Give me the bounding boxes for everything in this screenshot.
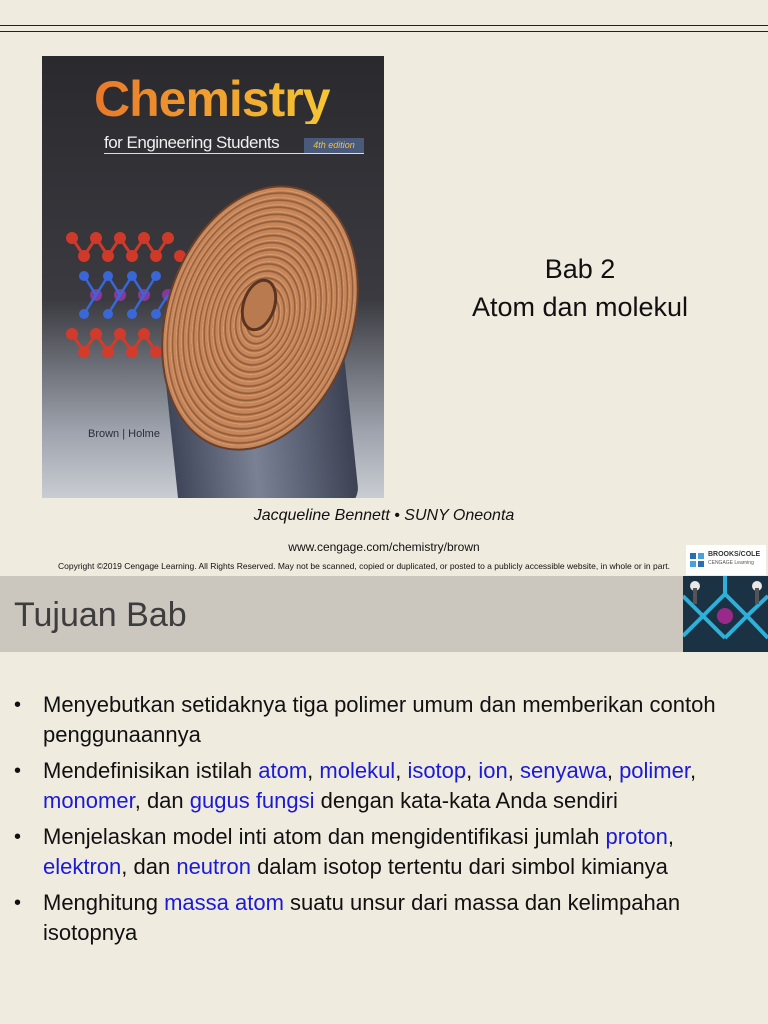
term-elektron: elektron	[43, 854, 122, 879]
website-link[interactable]: www.cengage.com/chemistry/brown	[288, 540, 480, 554]
publisher-mark-icon	[689, 552, 705, 568]
top-rule-inner	[0, 31, 768, 32]
objective-item: • Menjelaskan model inti atom dan mengidentifikasi jumlah proton, elektron, dan neutron dalam isotop tertentu dari simbol kimianya	[14, 822, 754, 882]
objectives-list	[14, 690, 754, 954]
chapter-title: Atom dan molekul	[471, 292, 689, 322]
objective-item: • Menghitung massa atom suatu unsur dari massa dan kelimpahan isotopnya	[14, 888, 754, 948]
molecule-illustration	[683, 576, 768, 652]
presenter-credit: Jacqueline Bennett • SUNY Oneonta	[253, 507, 515, 524]
objective-item: • Mendefinisikan istilah atom, molekul, isotop, ion, senyawa, polimer, monomer, dan gugus fungsi dengan kata-kata Anda sendiri	[14, 756, 754, 816]
publisher-name: BROOKS/COLE	[708, 551, 761, 558]
term-polimer: polimer	[619, 758, 690, 783]
publisher-subname: CENGAGE Learning	[708, 560, 754, 566]
term-massa-atom: massa atom	[164, 890, 284, 915]
publisher-logo	[686, 545, 766, 575]
cover-subtitle: for Engineering Students	[104, 133, 280, 152]
term-monomer: monomer	[43, 788, 135, 813]
term-gugus-fungsi: gugus fungsi	[189, 788, 315, 813]
cover-title: Chemistry	[94, 71, 330, 127]
copyright-notice: Copyright ©2019 Cengage Learning. All Rights Reserved. May not be scanned, copied or duplicated, or posted to a publicly accessible website, in whole or in part.	[58, 561, 671, 571]
top-rule	[0, 25, 768, 26]
term-proton: proton	[605, 824, 668, 849]
book-cover	[42, 56, 384, 498]
term-neutron: neutron	[176, 854, 251, 879]
objective-item: • Menyebutkan setidaknya tiga polimer umum dan memberikan contoh penggunaannya	[14, 690, 754, 750]
cover-authors: Brown | Holme	[88, 428, 160, 440]
term-senyawa: senyawa	[519, 758, 607, 783]
term-molekul: molekul	[319, 758, 396, 783]
cover-underline	[104, 153, 364, 154]
term-ion: ion	[478, 758, 508, 783]
term-isotop: isotop	[407, 758, 467, 783]
cover-edition: 4th edition	[304, 138, 364, 153]
term-atom: atom	[258, 758, 308, 783]
section-title: Tujuan Bab	[14, 596, 187, 634]
molecule-lattice-icon	[683, 576, 768, 652]
chapter-number: Bab 2	[544, 254, 616, 284]
